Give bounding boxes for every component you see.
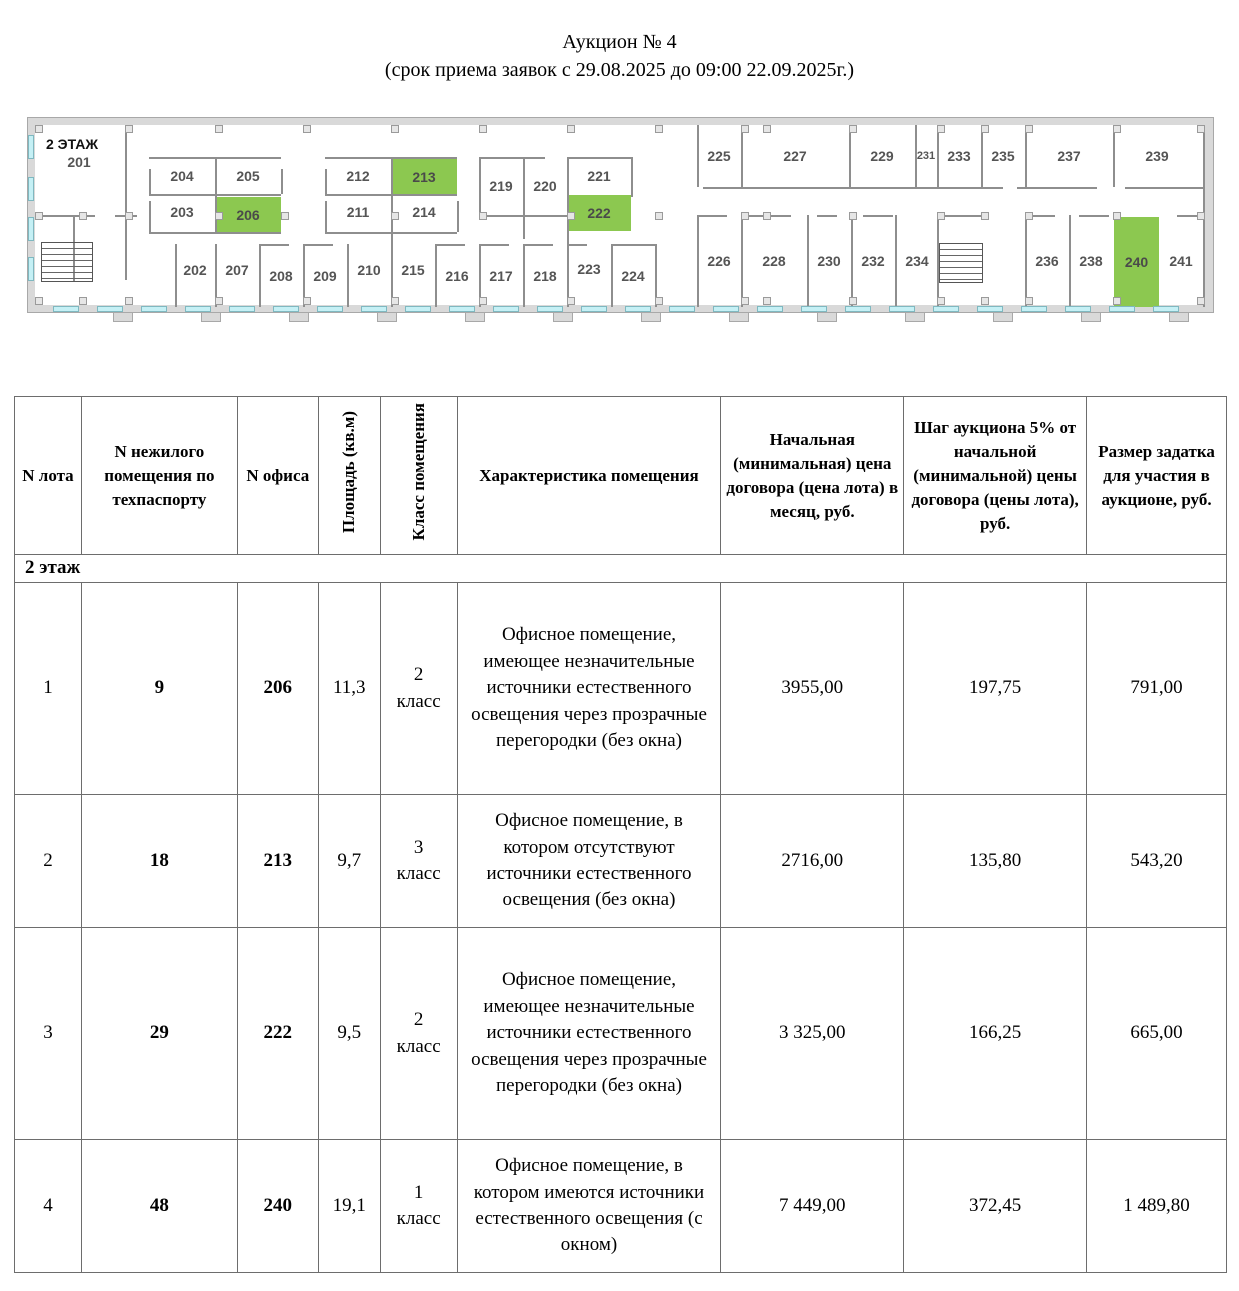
room-228: 228: [762, 253, 786, 269]
window-icon: [713, 306, 739, 312]
room-229: 229: [870, 148, 894, 164]
column-icon: [303, 125, 311, 133]
column-icon: [1197, 212, 1205, 220]
window-icon: [28, 177, 34, 201]
column-icon: [1113, 297, 1121, 305]
wall: [1025, 215, 1027, 307]
wall: [215, 157, 217, 232]
room-233: 233: [947, 148, 971, 164]
room-216: 216: [445, 268, 469, 284]
window-icon: [845, 306, 871, 312]
pilaster: [993, 313, 1013, 322]
lot-number: 3: [15, 928, 82, 1140]
column-icon: [79, 297, 87, 305]
room-218: 218: [533, 268, 557, 284]
room-237: 237: [1057, 148, 1081, 164]
column-icon: [655, 212, 663, 220]
wall: [1125, 187, 1205, 189]
pilaster: [465, 313, 485, 322]
column-icon: [741, 297, 749, 305]
wall: [1025, 125, 1027, 187]
window-icon: [757, 306, 783, 312]
wall: [849, 125, 851, 187]
window-icon: [317, 306, 343, 312]
room-238: 238: [1079, 253, 1103, 269]
column-icon: [35, 212, 43, 220]
column-icon: [1025, 297, 1033, 305]
document-header: [0, 28, 1239, 84]
tech-passport-number: 18: [81, 795, 237, 928]
room-211: 211: [346, 204, 370, 220]
column-icon: [937, 297, 945, 305]
table-row: [15, 795, 1227, 928]
wall: [523, 157, 525, 239]
room-217: 217: [489, 268, 513, 284]
wall: [125, 125, 127, 280]
start-price: 2716,00: [721, 795, 904, 928]
tech-passport-number: 29: [81, 928, 237, 1140]
room-205: 205: [236, 168, 260, 184]
auction-step: 197,75: [904, 583, 1087, 795]
room-213: 213: [391, 159, 457, 195]
auction-title: Аукцион № 4: [562, 31, 677, 53]
wall: [697, 215, 699, 307]
wall: [1069, 215, 1071, 307]
window-icon: [1153, 306, 1179, 312]
floor-label: 2 ЭТАЖ: [46, 136, 99, 152]
pilaster: [905, 313, 925, 322]
column-icon: [125, 297, 133, 305]
wall: [937, 125, 939, 187]
window-icon: [977, 306, 1003, 312]
room-208: 208: [269, 268, 293, 284]
pilaster: [729, 313, 749, 322]
room-227: 227: [783, 148, 807, 164]
header-start-price: Начальная (минимальная) цена договора (цена лота) в месяц, руб.: [721, 397, 904, 555]
window-icon: [53, 306, 79, 312]
window-icon: [28, 217, 34, 241]
column-icon: [391, 212, 399, 220]
column-icon: [849, 125, 857, 133]
wall: [259, 244, 289, 246]
wall: [1079, 215, 1109, 217]
wall: [281, 169, 283, 194]
table-row: [15, 583, 1227, 795]
staircase-icon: [41, 242, 93, 282]
room-202: 202: [183, 262, 207, 278]
column-icon: [125, 125, 133, 133]
column-icon: [125, 212, 133, 220]
column-icon: [849, 297, 857, 305]
column-icon: [1025, 212, 1033, 220]
window-icon: [229, 306, 255, 312]
room-219: 219: [489, 178, 513, 194]
wall: [611, 244, 613, 307]
area: 9,7: [318, 795, 380, 928]
room-class: 2 класс: [380, 928, 457, 1140]
room-220: 220: [533, 178, 557, 194]
window-icon: [185, 306, 211, 312]
lot-number: 2: [15, 795, 82, 928]
wall: [817, 215, 837, 217]
column-icon: [303, 297, 311, 305]
wall: [981, 125, 983, 187]
header-area: Площадь (кв.м): [318, 397, 380, 555]
room-description: Офисное помещение, имеющее незначительные источники естественного освещения через прозрачные перегородки (без окна): [457, 583, 721, 795]
room-226: 226: [707, 253, 731, 269]
column-icon: [741, 212, 749, 220]
start-price: 3955,00: [721, 583, 904, 795]
wall: [347, 244, 349, 307]
room-description: Офисное помещение, имеющее незначительные источники естественного освещения через прозрачные перегородки (без окна): [457, 928, 721, 1140]
column-icon: [981, 212, 989, 220]
column-icon: [981, 297, 989, 305]
wall: [895, 215, 897, 307]
window-icon: [1065, 306, 1091, 312]
room-224: 224: [621, 268, 645, 284]
wall: [435, 244, 465, 246]
wall: [567, 244, 587, 246]
column-icon: [763, 125, 771, 133]
room-232: 232: [861, 253, 885, 269]
room-201: 201: [67, 154, 91, 170]
wall: [567, 157, 631, 159]
column-icon: [479, 212, 487, 220]
window-icon: [28, 257, 34, 281]
section-floor-label: 2 этаж: [15, 555, 1227, 583]
auction-step: 372,45: [904, 1140, 1087, 1273]
column-icon: [655, 125, 663, 133]
table-row: [15, 1140, 1227, 1273]
wall: [807, 215, 809, 307]
column-icon: [35, 297, 43, 305]
room-214: 214: [412, 204, 436, 220]
window-icon: [405, 306, 431, 312]
wall: [915, 125, 917, 187]
deposit: 791,00: [1087, 583, 1227, 795]
office-number: 222: [237, 928, 318, 1140]
wall: [523, 244, 525, 307]
room-234: 234: [905, 253, 929, 269]
room-235: 235: [991, 148, 1015, 164]
table-row: [15, 928, 1227, 1140]
room-221: 221: [587, 168, 611, 184]
room-230: 230: [817, 253, 841, 269]
room-207: 207: [225, 262, 249, 278]
column-icon: [1025, 125, 1033, 133]
wall: [391, 157, 393, 307]
wall: [149, 232, 281, 234]
header-lot-number: N лота: [15, 397, 82, 555]
wall: [1017, 187, 1097, 189]
pilaster: [1081, 313, 1101, 322]
column-icon: [567, 212, 575, 220]
window-icon: [273, 306, 299, 312]
wall: [1113, 125, 1115, 187]
area: 9,5: [318, 928, 380, 1140]
column-icon: [981, 125, 989, 133]
pilaster: [113, 313, 133, 322]
window-icon: [581, 306, 607, 312]
room-class: 1 класс: [380, 1140, 457, 1273]
room-212: 212: [346, 168, 370, 184]
pilaster: [553, 313, 573, 322]
wall: [303, 244, 333, 246]
column-icon: [35, 125, 43, 133]
column-icon: [763, 297, 771, 305]
room-description: Офисное помещение, в котором отсутствуют источники естественного освещения (без окна): [457, 795, 721, 928]
window-icon: [141, 306, 167, 312]
section-row: [15, 555, 1227, 583]
room-222: 222: [567, 195, 631, 231]
wall: [741, 125, 743, 187]
deposit: 665,00: [1087, 928, 1227, 1140]
pilaster: [377, 313, 397, 322]
auction-step: 135,80: [904, 795, 1087, 928]
lot-number: 4: [15, 1140, 82, 1273]
column-icon: [1113, 125, 1121, 133]
wall: [611, 244, 655, 246]
room-236: 236: [1035, 253, 1059, 269]
wall: [479, 157, 481, 217]
column-icon: [215, 297, 223, 305]
column-icon: [655, 297, 663, 305]
column-icon: [849, 212, 857, 220]
room-239: 239: [1145, 148, 1169, 164]
column-icon: [1197, 297, 1205, 305]
wall: [435, 244, 437, 307]
wall: [479, 244, 509, 246]
column-icon: [215, 212, 223, 220]
room-class: 2 класс: [380, 583, 457, 795]
room-description: Офисное помещение, в котором имеются источники естественного освещения (с окном): [457, 1140, 721, 1273]
window-icon: [449, 306, 475, 312]
header-room-class: Класс помещения: [380, 397, 457, 555]
window-icon: [493, 306, 519, 312]
column-icon: [741, 125, 749, 133]
auction-step: 166,25: [904, 928, 1087, 1140]
header-deposit: Размер задатка для участия в аукционе, руб.: [1087, 397, 1227, 555]
wall: [325, 169, 327, 194]
table-header-row: [15, 397, 1227, 555]
auction-deadline: (срок приема заявок с 29.08.2025 до 09:00 22.09.2025г.): [384, 59, 855, 81]
tech-passport-number: 48: [81, 1140, 237, 1273]
wall: [523, 244, 553, 246]
room-225: 225: [707, 148, 731, 164]
header-office-number: N офиса: [237, 397, 318, 555]
column-icon: [937, 212, 945, 220]
pilaster: [817, 313, 837, 322]
header-auction-step: Шаг аукциона 5% от начальной (минимальной) цены договора (цены лота), руб.: [904, 397, 1087, 555]
wall: [697, 125, 699, 187]
office-number: 213: [237, 795, 318, 928]
column-icon: [215, 125, 223, 133]
window-icon: [1109, 306, 1135, 312]
lot-number: 1: [15, 583, 82, 795]
column-icon: [1113, 212, 1121, 220]
pilaster: [201, 313, 221, 322]
office-number: 240: [237, 1140, 318, 1273]
room-206: 206: [215, 197, 281, 233]
wall: [703, 187, 1003, 189]
pilaster: [641, 313, 661, 322]
column-icon: [567, 125, 575, 133]
column-icon: [763, 212, 771, 220]
room-203: 203: [170, 204, 194, 220]
wall: [259, 244, 261, 307]
wall: [851, 215, 853, 307]
pilaster: [289, 313, 309, 322]
room-215: 215: [401, 262, 425, 278]
room-240: 240: [1114, 217, 1159, 307]
window-icon: [889, 306, 915, 312]
start-price: 3 325,00: [721, 928, 904, 1140]
wall: [863, 215, 893, 217]
staircase-icon: [939, 243, 983, 283]
room-class: 3 класс: [380, 795, 457, 928]
room-204: 204: [170, 168, 194, 184]
column-icon: [391, 297, 399, 305]
start-price: 7 449,00: [721, 1140, 904, 1273]
wall: [175, 244, 177, 307]
window-icon: [933, 306, 959, 312]
wall: [149, 169, 151, 194]
lots-table: [14, 396, 1227, 1273]
wall: [479, 157, 545, 159]
area: 19,1: [318, 1140, 380, 1273]
area: 11,3: [318, 583, 380, 795]
column-icon: [79, 212, 87, 220]
wall: [697, 215, 727, 217]
wall: [149, 201, 151, 232]
floor-plan: [27, 117, 1214, 323]
deposit: 1 489,80: [1087, 1140, 1227, 1273]
wall: [325, 201, 327, 232]
wall: [457, 201, 459, 232]
wall: [631, 157, 633, 197]
window-icon: [28, 135, 34, 159]
room-209: 209: [313, 268, 337, 284]
column-icon: [479, 125, 487, 133]
wall: [567, 157, 569, 307]
window-icon: [801, 306, 827, 312]
column-icon: [937, 125, 945, 133]
room-223: 223: [577, 261, 601, 277]
room-210: 210: [357, 262, 381, 278]
header-description: Характеристика помещения: [457, 397, 721, 555]
tech-passport-number: 9: [81, 583, 237, 795]
column-icon: [1197, 125, 1205, 133]
window-icon: [625, 306, 651, 312]
column-icon: [479, 297, 487, 305]
office-number: 206: [237, 583, 318, 795]
column-icon: [281, 212, 289, 220]
column-icon: [391, 125, 399, 133]
column-icon: [567, 297, 575, 305]
window-icon: [669, 306, 695, 312]
room-241: 241: [1169, 253, 1193, 269]
pilaster: [1169, 313, 1189, 322]
wall: [741, 215, 743, 307]
window-icon: [361, 306, 387, 312]
window-icon: [97, 306, 123, 312]
header-tech-passport-number: N нежилого помещения по техпаспорту: [81, 397, 237, 555]
window-icon: [1021, 306, 1047, 312]
deposit: 543,20: [1087, 795, 1227, 928]
window-icon: [537, 306, 563, 312]
room-231: 231: [916, 150, 936, 162]
